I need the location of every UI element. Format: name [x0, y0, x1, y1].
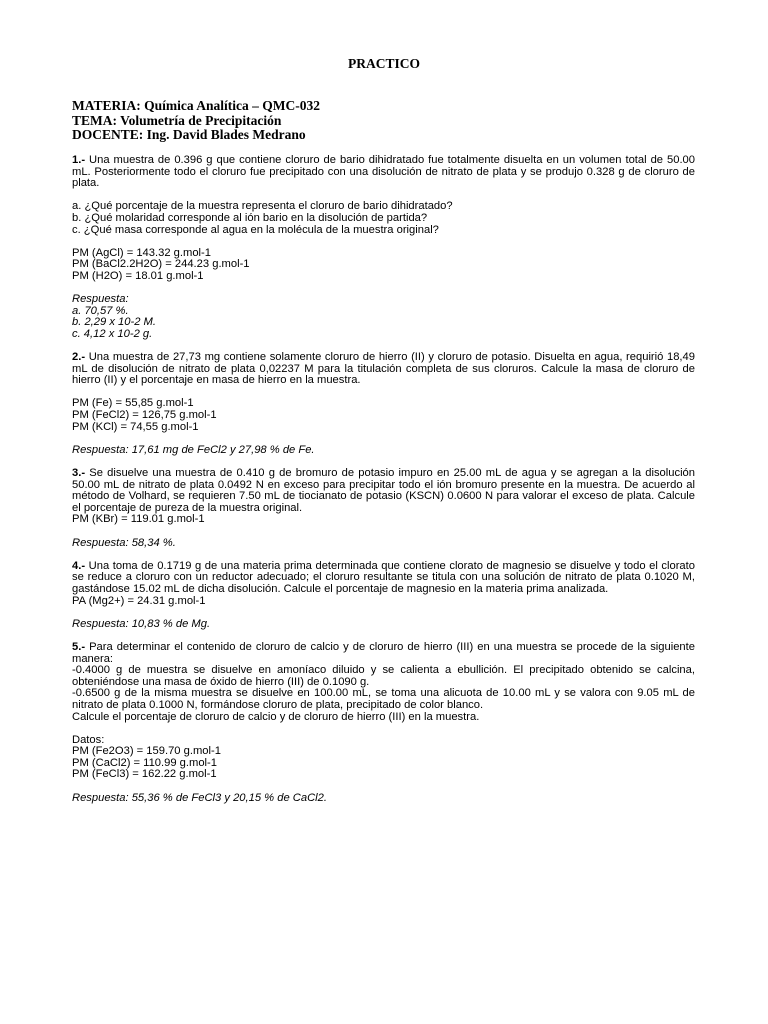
problem-1-pm-bacl2: PM (BaCl2.2H2O) = 244.23 g.mol-1 [72, 258, 250, 271]
tema-line: TEMA: Volumetría de Precipitación [72, 112, 282, 128]
document-header [72, 99, 320, 143]
problem-5-statement [72, 642, 695, 665]
problem-1-statement [72, 155, 695, 190]
problem-2-number: 2.- [72, 351, 86, 364]
problem-5-pm-fe2o3: PM (Fe2O3) = 159.70 g.mol-1 [72, 745, 221, 758]
problem-1-number: 1.- [72, 154, 86, 166]
docente-line: DOCENTE: Ing. David Blades Medrano [72, 127, 306, 142]
problem-4-text: Una toma de 0.1719 g de una materia prima determinada que contiene clorato de magnesio se disuelve y todo el clorato se reduce a cloruro con un reductor adecuado; el cloruro resultante se titula con una solución de nitrato de plata 0.1020 M, gastándose 15.02 mL de dicha disolución. Calcule el porcentaje de magnesio en la materia prima analizada. [72, 559, 695, 595]
problem-4-statement [72, 561, 695, 596]
problem-2-pm-kcl: PM (KCl) = 74,55 g.mol-1 [72, 420, 199, 433]
problem-3-statement [72, 468, 695, 514]
problem-1-text: Una muestra de 0.396 g que contiene cloruro de bario dihidratado fue totalmente disuelta en un volumen total de 50.00 mL. Posteriormente todo el cloruro fue precipitado con una disolución de nitrato de plata y se produjo 0.328 g de cloruro de plata. [72, 154, 695, 190]
problem-5-pm-cacl2: PM (CaCl2) = 110.99 g.mol-1 [72, 756, 217, 769]
problem-1-answer-c: c. 4,12 x 10-2 g. [72, 327, 153, 340]
problem-3-pm-kbr: PM (KBr) = 119.01 g.mol-1 [72, 513, 205, 526]
document-title: PRACTICO [347, 56, 420, 71]
problem-4-answer: Respuesta: 10,83 % de Mg. [72, 617, 211, 630]
problem-3-number: 3.- [72, 467, 86, 480]
problem-5-text: Para determinar el contenido de cloruro de calcio y de cloruro de hierro (III) en una muestra se procede de la siguiente manera: [72, 640, 695, 665]
problem-5-pm-fecl3: PM (FeCl3) = 162.22 g.mol-1 [72, 768, 217, 781]
problem-2-text: Una muestra de 27,73 mg contiene solamente cloruro de hierro (II) y cloruro de potasio. Disuelta en agua, requirió 18,49 mL de disolución de nitrato de plata 0,02237 M para la titulación completa de sus cloruros. Calcule la masa de cloruro de hierro (II) y el porcentaje en masa de hierro en la muestra. [72, 351, 695, 387]
problem-1-question-b: b. ¿Qué molaridad corresponde al ión bario en la disolución de partida? [72, 211, 428, 224]
problem-4-pa-mg: PA (Mg2+) = 24.31 g.mol-1 [72, 594, 206, 607]
problem-4-number: 4.- [72, 559, 86, 572]
materia-line: MATERIA: Química Analítica – QMC-032 [72, 98, 320, 113]
problem-2-statement [72, 352, 695, 387]
problem-5-number: 5.- [72, 640, 86, 653]
problem-2-answer: Respuesta: 17,61 mg de FeCl2 y 27,98 % de Fe. [72, 443, 315, 456]
problem-1-answer-label: Respuesta: [72, 293, 129, 306]
problem-1-answer-a: a. 70,57 %. [72, 304, 129, 317]
problem-2-pm-fe: PM (Fe) = 55,85 g.mol-1 [72, 397, 194, 410]
problem-2-pm-fecl2: PM (FeCl2) = 126,75 g.mol-1 [72, 409, 217, 422]
problem-1-pm-h2o: PM (H2O) = 18.01 g.mol-1 [72, 269, 204, 282]
problem-5-answer: Respuesta: 55,36 % de FeCl3 y 20,15 % de CaCl2. [72, 791, 327, 804]
problem-1-question-a: a. ¿Qué porcentaje de la muestra representa el cloruro de bario dihidratado? [72, 200, 453, 213]
problem-1-answer-b: b. 2,29 x 10-2 M. [72, 316, 156, 329]
problem-5-step-1: -0.4000 g de muestra se disuelve en amoníaco diluido y se calienta a ebullición. El precipitado obtenido se calcina, obteniéndose una masa de óxido de hierro (III) de 0.1090 g. [72, 664, 695, 688]
problems-body [72, 155, 695, 804]
problem-5-step-2: -0.6500 g de la misma muestra se disuelve en 100.00 mL, se toma una alicuota de 10.00 mL y se valora con 9.05 mL de nitrato de plata 0.1000 N, formándose cloruro de plata, precipitado de color blanco. [72, 687, 695, 711]
problem-1-question-c: c. ¿Qué masa corresponde al agua en la molécula de la muestra original? [72, 223, 439, 236]
problem-3-text: Se disuelve una muestra de 0.410 g de bromuro de potasio impuro en 25.00 mL de agua y se agregan a la disolución 50.00 mL de nitrato de plata 0.0492 N en exceso para precipitar todo el ión bromuro presente en la muestra. De acuerdo al método de Volhard, se requieren 7.50 mL de tiocianato de potasio (KSCN) 0.0600 N para valorar el exceso de plata. Calcule el porcentaje de pureza de la muestra original. [72, 467, 695, 514]
problem-5-datos-label: Datos: [72, 733, 105, 746]
problem-3-answer: Respuesta: 58,34 %. [72, 536, 176, 549]
problem-5-step-3: Calcule el porcentaje de cloruro de calcio y de cloruro de hierro (III) en la muestra. [72, 710, 480, 723]
problem-1-pm-agcl: PM (AgCl) = 143.32 g.mol-1 [72, 246, 211, 259]
